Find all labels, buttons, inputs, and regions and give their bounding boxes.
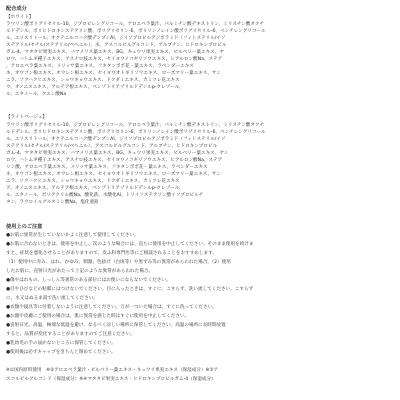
white-ingredients-line: ニラ、ソクハクヒエキス、ショウキョウエキス、ドクダミエキス、カミツレ花エキス — [6, 78, 180, 83]
usage-note: ●お肌に合わないときは、使用を中止し、次のような場合には、直ちに使用を中止してください。そのまま使用を続けま — [6, 242, 254, 247]
usage-note: ●乳幼児の手の届かないところに保管してください。 — [6, 341, 116, 346]
beige-ingredients-line: ル、エリスリトール、オクテニルコハク酸デンプンAl、ジイソプロピルアジポラミド（フィトステリル/イソ — [6, 137, 226, 142]
white-ingredients-line: ラウリン酸ポリグリセリル-10、ジプロピレングリコール、アロエベラ葉汁、パルミチン酸デキストリン、ミリスチン酸オクチ — [6, 22, 265, 27]
usage-note: すると、品質が変化することがありますのでご注意ください。 — [6, 332, 135, 337]
white-ingredients-line: ルドデシル、ポリヒドロキシステアリン酸、ポリグリセリン-6、ポリリシノレイン酸ポリグリセリル-6、ペンチレングリコール — [6, 29, 266, 34]
beige-ingredients-line: ル、エタノール、ポリアクリル酸Na、酸化鉄、水酸化Al、トリイソステアリン酸イソプロピルチ — [6, 193, 204, 198]
beige-ingredients-line: ガム-4、マタタビ果実エキス、ハマメリス葉エキス、BG、キュウリ果実エキス、ビルベリー葉エキス、ヤシ — [6, 151, 229, 156]
beige-ingredients-line: ラウリン酸ポリグリセリル-10、ジプロピレングリコール、アロエベラ葉汁、パルミチン酸デキストリン、ミリスチン酸オクチ — [6, 123, 265, 128]
usage-note: ●傷やはれもの、しっしん等異常のある部位にはお使いにならないでください。 — [6, 278, 171, 283]
white-variant-label: 【ホワイト】 — [6, 15, 34, 20]
usage-note: （1）使用中に赤み、はれ、かゆみ、刺激、色抜け（白斑等）や黒ずみ等の異常があらわれた場合。（2）使用 — [6, 260, 231, 265]
white-ingredients-line: ステアリル/セチル/ステアリル/ベヘニル）、水、アスコルビルグルコシド、アルブチン、ヒドロキシプロピル — [6, 43, 227, 48]
usage-note: すと、症状を悪化させることがありますので、皮ふ科専門医等にご相談されることをおすすめします。 — [6, 251, 217, 256]
beige-variant-label: 【ライトベージュ】 — [6, 115, 48, 120]
white-ingredients-line: ガム-4、マタタビ果実エキス、ハマメリス葉エキス、BG、キュウリ果実エキス、ビルベリー葉エキス、ヤ — [6, 50, 225, 55]
beige-ingredients-line: タン、ラウロイルグルタミン酸Na、塩化亜鉛 — [6, 200, 99, 205]
usage-note: ●目やひびなどの粘膜にはつけないでください。目に入ったときは、すぐに、こすらず、洗い流してください。こすらず — [6, 287, 254, 292]
usage-note: ●使用後は必ずキャップをきちんと閉めてください。 — [6, 350, 116, 355]
footnote-line: スコルビルグルコシド（保湿成分）※④マタタビ果実エキス・ヒドロキシプロピルガム-4（保湿成分） — [6, 377, 216, 382]
white-ingredients-line: ロウ、ハトムギ種子エキス、アスナロ枝エキス、セイヨウノコギリソウエキス、ヒアルロン酸Na、ステア — [6, 57, 223, 62]
white-ingredients-line: ル、エリスリトール、オクテニルコハク酸デンプンAl、ジイソプロピルアジポラミド（フィトステリル/イソ — [6, 36, 226, 41]
beige-ingredients-line: ニラ、ソクハクヒエキス、ショウキョウエキス、ドクダミエキス、カミツレ花エキス — [6, 179, 180, 184]
usage-note: ●直射日光、高温、極端な低温を避け、なるべく涼しい場所に保管してください。高温の場所に長時間放置 — [6, 323, 226, 328]
beige-ingredients-line: ネ、オウゴン根エキス、オウレン根エキス、セイヨウオトギリソウエキス、ローズマリー葉エキス、サン — [6, 172, 222, 177]
usage-note: ●お顔や皮膚にご使用の場合は、肌に異常を感じた時はすぐに使用を中止してください。 — [6, 314, 190, 319]
usage-precautions-title: 使用上のご注意 — [6, 224, 43, 230]
beige-ingredients-line: ステアリル/セチル/ステアリル/ベヘニル）、アスコルビルグルコシド、アルブチン、ヒドロキシプロピル — [6, 144, 218, 149]
usage-note: ●お肌に異常が生じていないかよく注意して使用してください。 — [6, 233, 139, 238]
white-ingredients-line: ル、エタノール、クエン酸Na — [6, 92, 67, 97]
white-ingredients-line: 、アロエベラ葉エキス、メリッサ葉エキス、フキタンポポ花・葉エキス、ラベンダーエキス — [6, 64, 194, 69]
usage-note: ●衣類や寝具等に付着しないように注意してください。万が一ついた場合は、すぐに洗ってください。 — [6, 305, 217, 310]
footnote-line: ※①国内原料使用 ※②アロエベラ葉汁・ビルベリー葉エキス・キュウリ果実エキス（保湿成分）※③ア — [6, 368, 219, 373]
white-ingredients-line: ウ、オノニスエキス、アルテア根エキス、ベンゾトリアゾリルドデシルp-クレゾール、 — [6, 85, 184, 90]
beige-ingredients-line: ア、オノニスエキス、アルテア根エキス、ベンゾトリアゾリルドデシルp-クレゾール、 — [6, 186, 184, 191]
beige-ingredients-line: ルドデシル、ポリヒドロキシステアリン酸、ポリグリセリン-6、ポリリシノレイン酸ポリグリセリル-6、ペンチレングリコール — [6, 130, 266, 135]
usage-note: したお肌に、直射日光があたって上記のような異常があらわれた場合。 — [6, 269, 154, 274]
beige-ingredients-line: リン酸、アロエベラ葉エキス、メリッサ葉エキス、フキタンポポ花・葉エキス、ラベンダーエキス — [6, 165, 208, 170]
beige-ingredients-line: ロウ、ハトムギ種子エキス、アスナロ枝エキス、セイヨウノコギリソウエキス、ヒアルロン酸Na、ステア — [6, 158, 223, 163]
usage-note: に、水又はぬるま湯で洗い流してください。 — [6, 296, 98, 301]
white-ingredients-line: ネ、オウゴン根エキス、オウレン根エキス、セイヨウオトギリソウエキス、ローズマリー葉エキス、サン — [6, 71, 222, 76]
section-title-ingredients: 配合成分 — [6, 6, 27, 12]
